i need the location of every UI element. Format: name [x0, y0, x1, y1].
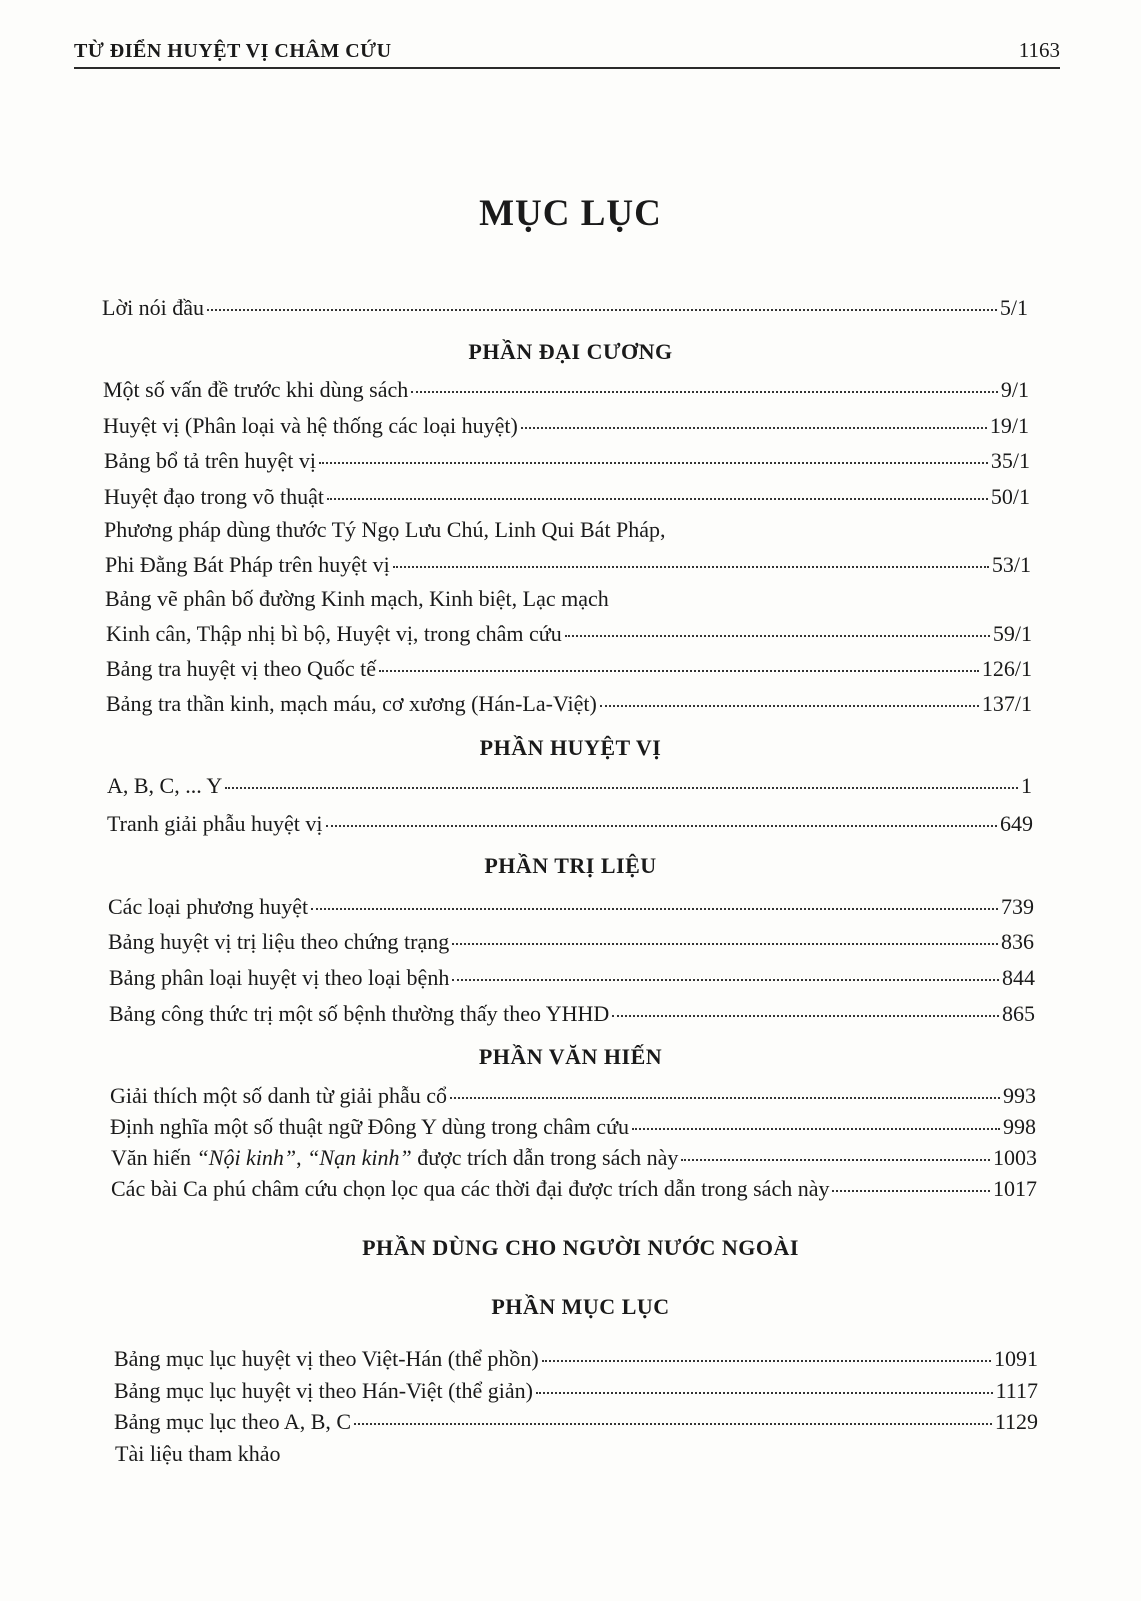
toc-entry-page: 1117	[995, 1378, 1038, 1403]
dot-leader	[542, 1360, 991, 1362]
toc-entry[interactable]	[109, 964, 1035, 992]
toc-entry-label: Các bài Ca phú châm cứu chọn lọc qua các thời đại được trích dẫn trong sách này	[111, 1176, 830, 1201]
toc-entry[interactable]	[108, 928, 1034, 956]
dot-leader	[600, 705, 979, 707]
running-header	[74, 38, 1060, 69]
toc-entry-label: Kinh cân, Thập nhị bì bộ, Huyệt vị, trong châm cứu	[106, 621, 562, 646]
label-suffix: được trích dẫn trong sách này	[411, 1145, 679, 1170]
toc-entry-label: Lời nói đầu	[102, 295, 205, 320]
toc-entry-page: 1	[1021, 773, 1032, 798]
dot-leader	[326, 825, 998, 827]
toc-entry[interactable]	[107, 772, 1032, 800]
toc-entry-references[interactable]: Tài liệu tham khảo	[115, 1441, 281, 1466]
toc-entry[interactable]	[104, 483, 1030, 511]
toc-entry-label: Định nghĩa một số thuật ngữ Đông Y dùng trong châm cứu	[110, 1114, 629, 1139]
toc-entry[interactable]	[103, 412, 1029, 440]
running-title: TỪ ĐIỂN HUYỆT VỊ CHÂM CỨU	[74, 40, 392, 62]
toc-entry-page: 59/1	[992, 621, 1032, 646]
dot-leader	[536, 1392, 993, 1394]
toc-entry-page: 53/1	[991, 552, 1031, 577]
dot-leader	[393, 566, 989, 568]
dot-leader	[411, 391, 998, 393]
toc-entry[interactable]	[107, 810, 1033, 838]
dot-leader	[452, 943, 998, 945]
toc-entry[interactable]	[108, 893, 1034, 921]
toc-entry-label: Huyệt đạo trong võ thuật	[104, 484, 324, 509]
toc-entry[interactable]	[106, 620, 1032, 648]
toc-entry-label: Bảng công thức trị một số bệnh thường thấy theo YHHD	[109, 1001, 610, 1026]
toc-entry-page: 5/1	[999, 295, 1028, 320]
dot-leader	[565, 635, 990, 637]
toc-entry[interactable]	[103, 376, 1029, 404]
toc-entry-label: Bảng mục lục huyệt vị theo Việt-Hán (thể phồn)	[114, 1346, 539, 1371]
toc-entry-label: Bảng phân loại huyệt vị theo loại bệnh	[109, 965, 450, 990]
toc-entry[interactable]	[106, 690, 1032, 718]
toc-entry-page: 1003	[993, 1145, 1037, 1170]
toc-entry-page: 836	[1001, 929, 1034, 954]
toc-entry-label: Bảng tra thần kinh, mạch máu, cơ xương (Hán-La-Việt)	[106, 691, 597, 716]
dot-leader	[225, 787, 1018, 789]
page-number: 1163	[1018, 38, 1060, 62]
toc-entry-page: 50/1	[990, 484, 1030, 509]
section-heading-muc-luc: PHẦN MỤC LỤC	[491, 1294, 670, 1319]
section-heading-huyet-vi: PHẦN HUYỆT VỊ	[479, 735, 662, 760]
dot-leader	[379, 670, 979, 672]
dot-leader	[319, 462, 988, 464]
label-separator: ,	[296, 1145, 308, 1170]
dot-leader	[832, 1190, 990, 1192]
toc-entry-label: Một số vấn đề trước khi dùng sách	[103, 377, 409, 402]
toc-entry-label	[111, 1144, 678, 1172]
toc-entry-label: Tranh giải phẫu huyệt vị	[107, 811, 323, 836]
toc-entry-label: Bảng bổ tả trên huyệt vị	[104, 448, 317, 473]
toc-entry-label: Bảng mục lục huyệt vị theo Hán-Việt (thể giản)	[114, 1378, 533, 1403]
toc-entry[interactable]	[110, 1082, 1036, 1110]
toc-entry-label: Huyệt vị (Phân loại và hệ thống các loại huyệt)	[103, 413, 518, 438]
dot-leader	[632, 1128, 1000, 1130]
toc-entry-page: 1129	[994, 1409, 1038, 1434]
dot-leader	[612, 1015, 999, 1017]
toc-entry-page: 844	[1002, 965, 1035, 990]
toc-entry-page: 993	[1003, 1083, 1036, 1108]
toc-entry-label: Bảng huyệt vị trị liệu theo chứng trạng	[108, 929, 450, 954]
section-heading-van-hien: PHẦN VĂN HIẾN	[478, 1044, 663, 1069]
dot-leader	[521, 427, 987, 429]
toc-entry-page: 1017	[993, 1176, 1037, 1201]
toc-entry-page: 649	[1000, 811, 1033, 836]
italic-title-noi-kinh: “Nội kinh”	[196, 1145, 297, 1170]
toc-entry-first-line: Phương pháp dùng thước Tý Ngọ Lưu Chú, Linh Qui Bát Pháp,	[104, 517, 666, 542]
toc-entry-label: Giải thích một số danh từ giải phẫu cổ	[110, 1083, 447, 1108]
toc-entry-label: Các loại phương huyệt	[108, 894, 309, 919]
section-heading-nuoc-ngoai: PHẦN DÙNG CHO NGƯỜI NƯỚC NGOÀI	[362, 1235, 799, 1260]
section-heading-dai-cuong: PHẦN ĐẠI CƯƠNG	[468, 339, 673, 364]
toc-entry[interactable]	[114, 1345, 1038, 1373]
toc-entry-page: 126/1	[981, 656, 1032, 681]
dot-leader	[681, 1159, 990, 1161]
toc-entry-page: 137/1	[981, 691, 1032, 716]
toc-entry[interactable]	[111, 1144, 1037, 1172]
toc-entry[interactable]	[111, 1175, 1037, 1203]
toc-entry-label: Phi Đằng Bát Pháp trên huyệt vị	[105, 552, 390, 577]
toc-entry[interactable]	[109, 1000, 1035, 1028]
dot-leader	[311, 908, 998, 910]
toc-title: MỤC LỤC	[479, 193, 662, 234]
toc-entry-page: 998	[1003, 1114, 1036, 1139]
toc-entry-page: 1091	[994, 1346, 1038, 1371]
toc-entry-page: 9/1	[1000, 377, 1029, 402]
toc-entry-page: 739	[1001, 894, 1034, 919]
toc-entry[interactable]	[104, 447, 1030, 475]
toc-entry[interactable]	[114, 1377, 1038, 1405]
dot-leader	[450, 1097, 1000, 1099]
toc-entry-intro[interactable]	[102, 294, 1028, 322]
dot-leader	[327, 498, 988, 500]
section-heading-tri-lieu: PHẦN TRỊ LIỆU	[484, 853, 657, 878]
toc-entry[interactable]	[110, 1113, 1036, 1141]
toc-entry[interactable]	[114, 1408, 1038, 1436]
dot-leader	[354, 1423, 992, 1425]
toc-entry-page: 19/1	[989, 413, 1029, 438]
toc-entry-page: 865	[1002, 1001, 1035, 1026]
dot-leader	[207, 309, 997, 311]
toc-entry-page: 35/1	[990, 448, 1030, 473]
dot-leader	[452, 979, 999, 981]
toc-entry[interactable]	[105, 551, 1031, 579]
toc-entry-label: Bảng mục lục theo A, B, C	[114, 1409, 352, 1434]
italic-title-nan-kinh: “Nạn kinh”	[307, 1145, 412, 1170]
toc-entry-label: A, B, C, ... Y	[107, 773, 223, 798]
label-prefix: Văn hiến	[111, 1145, 197, 1170]
toc-entry-first-line: Bảng vẽ phân bố đường Kinh mạch, Kinh biệt, Lạc mạch	[105, 586, 609, 611]
toc-entry[interactable]	[106, 655, 1032, 683]
toc-entry-label: Bảng tra huyệt vị theo Quốc tế	[106, 656, 377, 681]
